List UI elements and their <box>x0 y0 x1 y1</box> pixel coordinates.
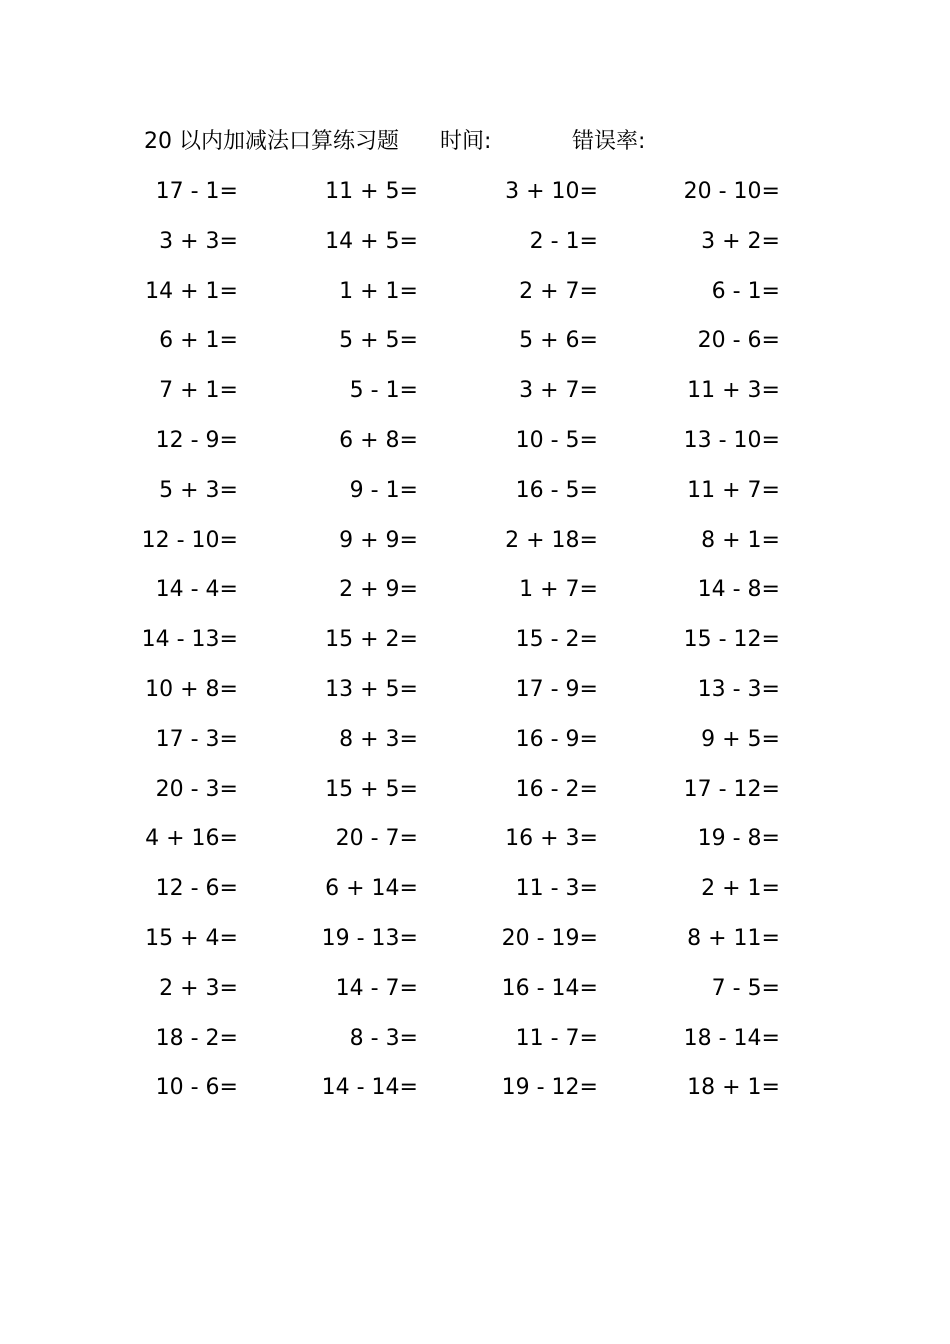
arithmetic-problem: 20 - 19= <box>501 925 598 951</box>
arithmetic-problem: 8 + 11= <box>687 925 780 951</box>
arithmetic-problem: 17 - 3= <box>155 726 238 752</box>
arithmetic-problem: 9 + 9= <box>339 527 418 553</box>
arithmetic-problem: 6 + 14= <box>325 876 418 902</box>
arithmetic-problem: 14 + 5= <box>325 228 418 254</box>
arithmetic-problem: 14 - 8= <box>697 577 780 603</box>
arithmetic-problem: 5 - 1= <box>349 378 418 404</box>
arithmetic-problem: 10 + 8= <box>145 676 238 702</box>
arithmetic-problem: 8 + 1= <box>701 527 780 553</box>
arithmetic-problem: 19 - 13= <box>321 925 418 951</box>
arithmetic-problem: 17 - 12= <box>683 776 780 802</box>
arithmetic-problem: 1 + 7= <box>519 577 598 603</box>
arithmetic-problem: 3 + 3= <box>159 228 238 254</box>
arithmetic-problem: 2 + 9= <box>339 577 418 603</box>
arithmetic-problem: 6 + 1= <box>159 328 238 354</box>
arithmetic-problem: 16 - 14= <box>501 975 598 1001</box>
arithmetic-problem: 12 - 6= <box>155 876 238 902</box>
arithmetic-problem: 15 - 2= <box>515 627 598 653</box>
arithmetic-problem: 9 - 1= <box>349 477 418 503</box>
arithmetic-problem: 11 + 7= <box>687 477 780 503</box>
arithmetic-problem: 17 - 1= <box>155 179 238 204</box>
arithmetic-problem: 6 + 8= <box>339 427 418 453</box>
arithmetic-problem: 20 - 7= <box>335 826 418 852</box>
arithmetic-problem: 5 + 6= <box>519 328 598 354</box>
arithmetic-problem: 12 - 9= <box>155 427 238 453</box>
arithmetic-problem: 15 - 12= <box>683 627 780 653</box>
arithmetic-problem: 2 + 7= <box>519 278 598 304</box>
arithmetic-problem: 11 - 3= <box>515 876 598 902</box>
arithmetic-problem: 11 + 3= <box>687 378 780 404</box>
arithmetic-problem: 14 - 14= <box>321 1075 418 1101</box>
error-rate-label: 错误率: <box>572 129 646 154</box>
arithmetic-problem: 14 + 1= <box>145 278 238 304</box>
arithmetic-problem: 18 + 1= <box>687 1075 780 1101</box>
arithmetic-problem: 15 + 4= <box>145 925 238 951</box>
arithmetic-problem: 10 - 6= <box>155 1075 238 1101</box>
time-label: 时间: <box>440 129 492 154</box>
arithmetic-problem: 16 - 9= <box>515 726 598 752</box>
arithmetic-problem: 18 - 2= <box>155 1025 238 1051</box>
arithmetic-problem: 9 + 5= <box>701 726 780 752</box>
arithmetic-problem: 5 + 5= <box>339 328 418 354</box>
arithmetic-problem: 2 - 1= <box>529 228 598 254</box>
arithmetic-problem: 13 - 3= <box>697 676 780 702</box>
arithmetic-problem: 20 - 6= <box>697 328 780 354</box>
arithmetic-problem: 16 - 2= <box>515 776 598 802</box>
arithmetic-problem: 11 - 7= <box>515 1025 598 1051</box>
arithmetic-problem: 13 + 5= <box>325 676 418 702</box>
arithmetic-problem: 3 + 10= <box>505 179 598 204</box>
arithmetic-problem: 7 + 1= <box>159 378 238 404</box>
arithmetic-problem: 20 - 3= <box>155 776 238 802</box>
arithmetic-problem: 19 - 12= <box>501 1075 598 1101</box>
arithmetic-problem: 4 + 16= <box>145 826 238 852</box>
arithmetic-problem: 2 + 3= <box>159 975 238 1001</box>
arithmetic-problem: 13 - 10= <box>683 427 780 453</box>
arithmetic-problem: 15 + 2= <box>325 627 418 653</box>
arithmetic-problem: 16 - 5= <box>515 477 598 503</box>
arithmetic-problem: 20 - 10= <box>683 179 780 204</box>
arithmetic-problem: 5 + 3= <box>159 477 238 503</box>
arithmetic-problem: 14 - 7= <box>335 975 418 1001</box>
arithmetic-problem: 14 - 4= <box>155 577 238 603</box>
arithmetic-problem: 3 + 2= <box>701 228 780 254</box>
arithmetic-problem: 8 - 3= <box>349 1025 418 1051</box>
arithmetic-problem: 7 - 5= <box>711 975 780 1001</box>
arithmetic-problem: 17 - 9= <box>515 676 598 702</box>
arithmetic-problem: 2 + 18= <box>505 527 598 553</box>
arithmetic-problem: 11 + 5= <box>325 179 418 204</box>
arithmetic-problem: 10 - 5= <box>515 427 598 453</box>
arithmetic-problem: 2 + 1= <box>701 876 780 902</box>
arithmetic-problem: 8 + 3= <box>339 726 418 752</box>
arithmetic-problem: 19 - 8= <box>697 826 780 852</box>
arithmetic-problem: 16 + 3= <box>505 826 598 852</box>
worksheet-title: 20 以内加减法口算练习题 <box>144 129 399 154</box>
arithmetic-problem: 18 - 14= <box>683 1025 780 1051</box>
arithmetic-problem: 6 - 1= <box>711 278 780 304</box>
arithmetic-problem: 12 - 10= <box>141 527 238 553</box>
arithmetic-problem: 15 + 5= <box>325 776 418 802</box>
arithmetic-problem: 14 - 13= <box>141 627 238 653</box>
arithmetic-problem: 3 + 7= <box>519 378 598 404</box>
arithmetic-problem: 1 + 1= <box>339 278 418 304</box>
